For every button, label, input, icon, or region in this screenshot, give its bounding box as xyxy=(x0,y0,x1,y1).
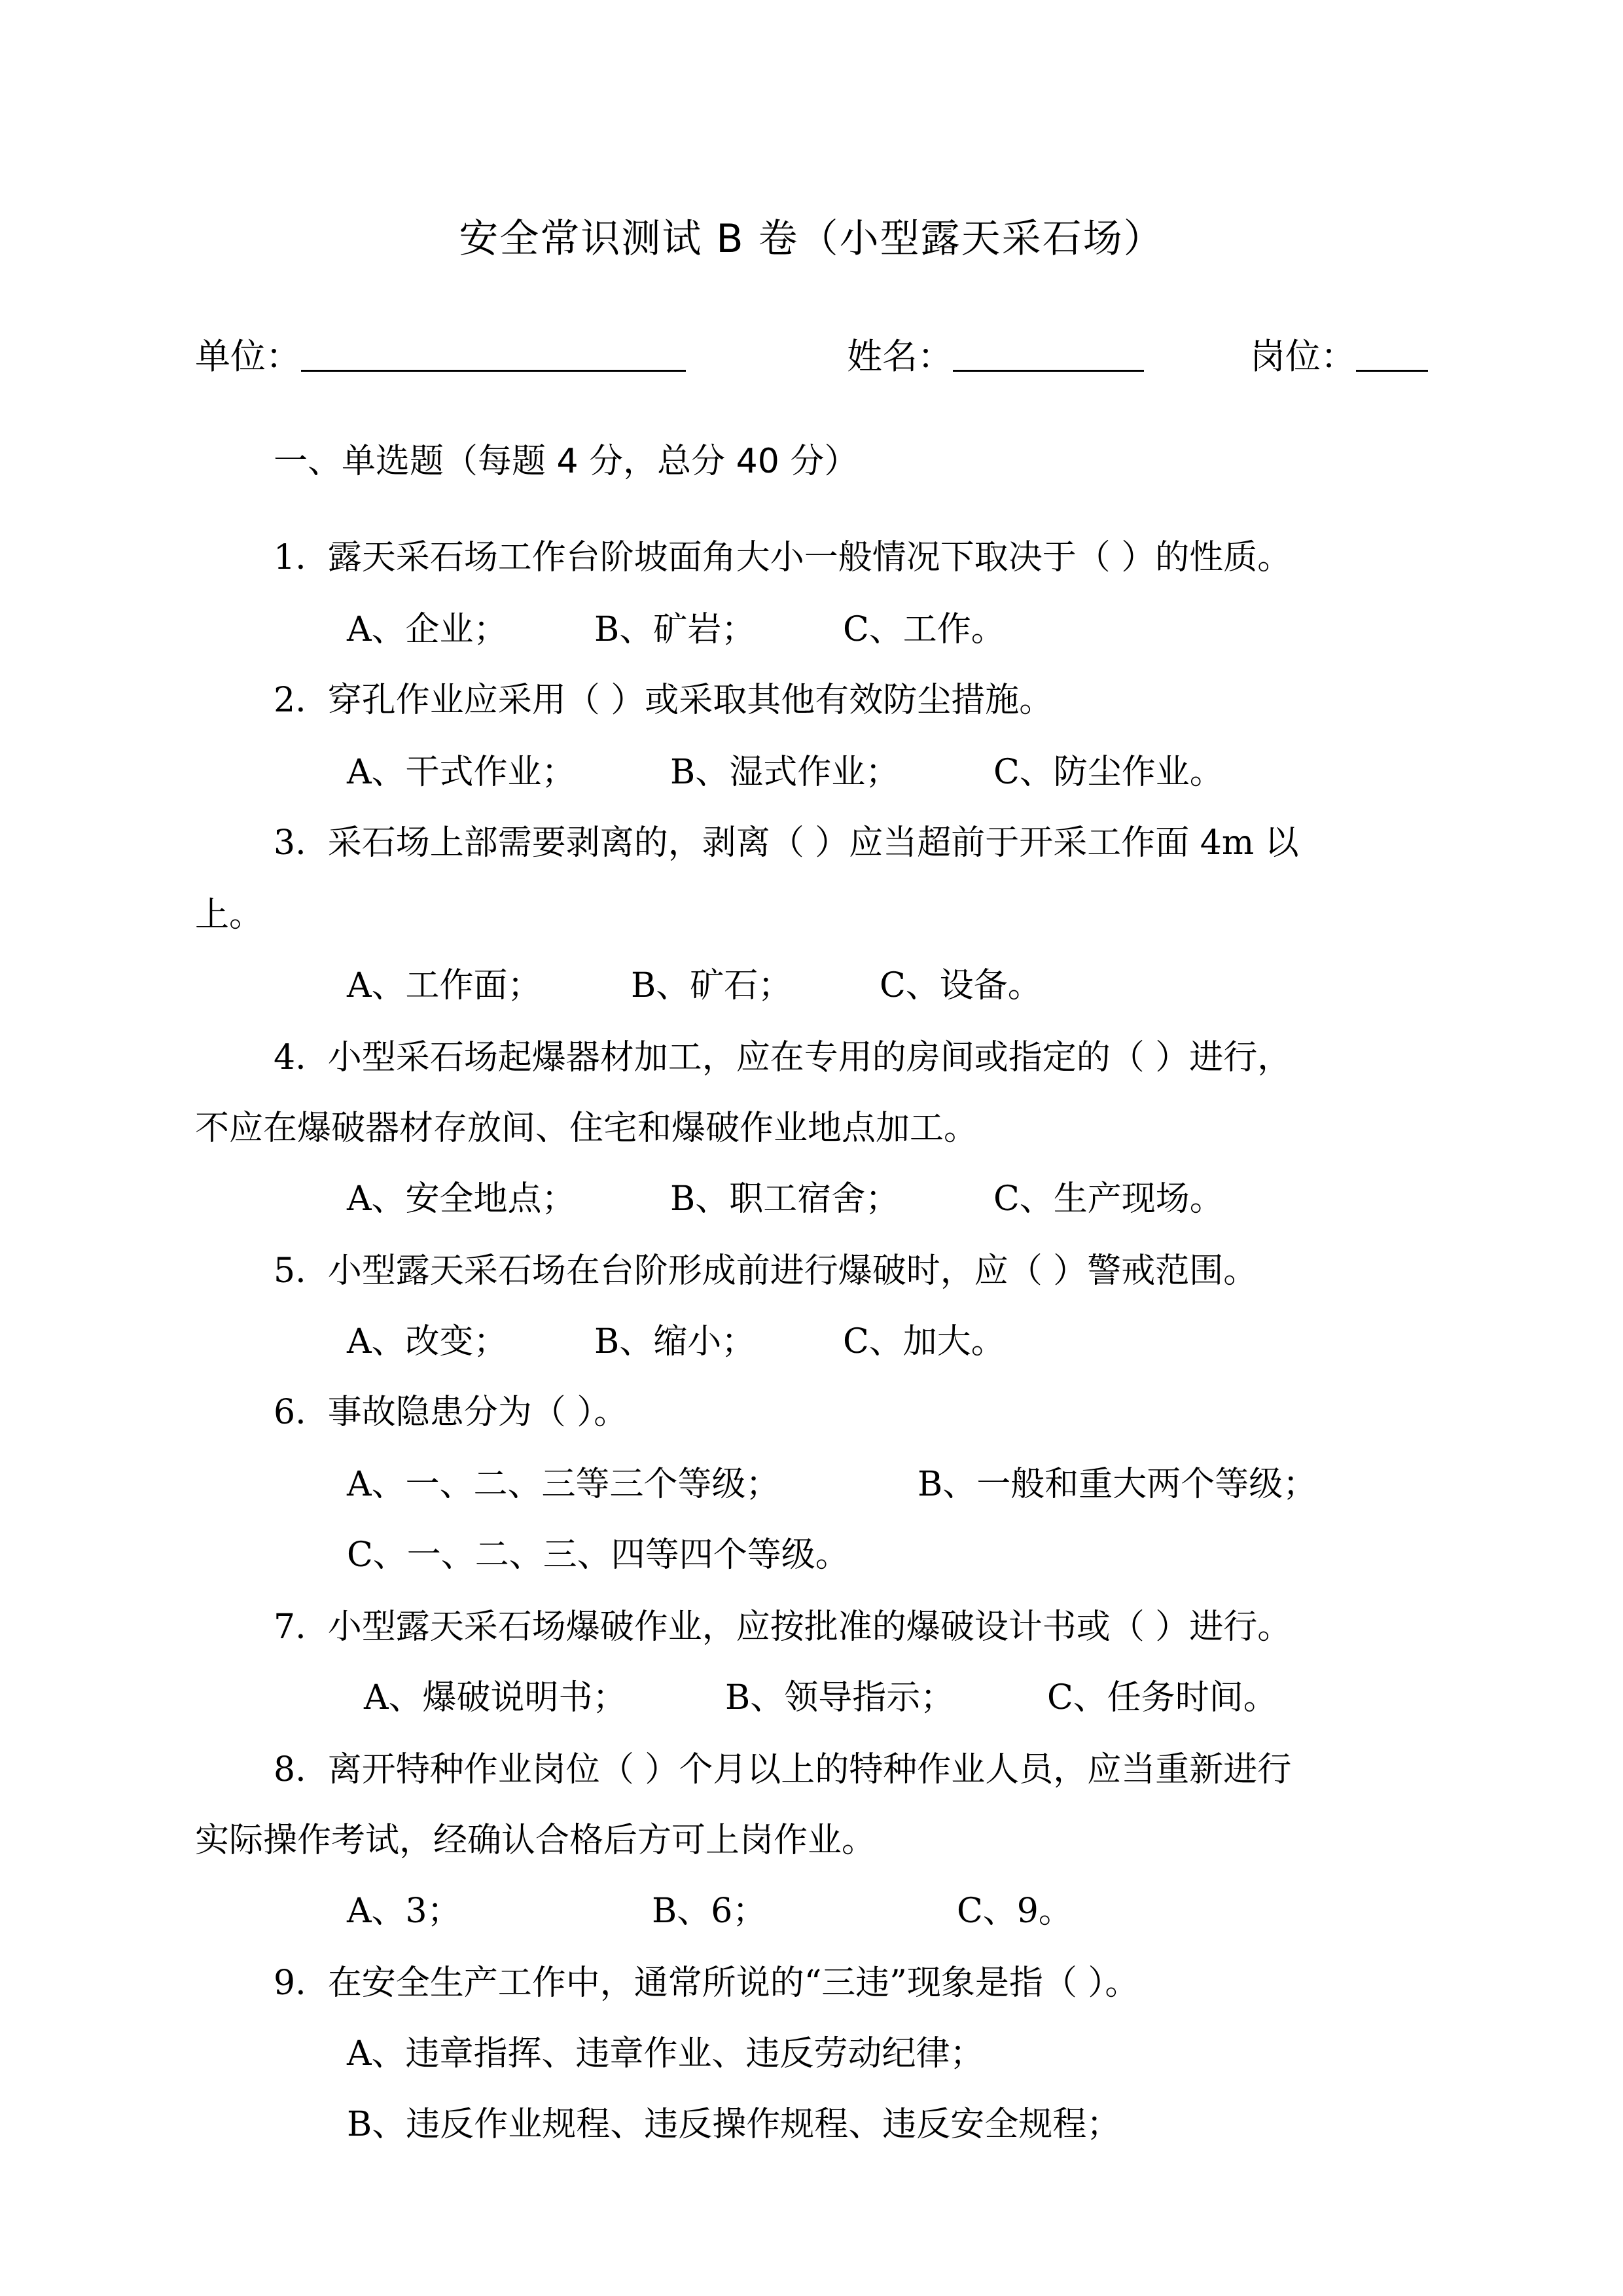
option-b[interactable]: B、6； xyxy=(652,1892,767,1931)
option-b[interactable]: B、违反作业规程、违反操作规程、违反安全规程； xyxy=(347,2105,1121,2144)
post-label: 岗位： xyxy=(1250,336,1356,377)
option-a[interactable]: A、干式作业； xyxy=(347,753,576,792)
option-c[interactable]: C、任务时间。 xyxy=(1047,1678,1277,1717)
question-text: 小型露天采石场在台阶形成前进行爆破时，应（ ）警戒范围。 xyxy=(327,1251,1258,1291)
examinee-info-row xyxy=(195,331,1438,383)
name-field xyxy=(847,331,1144,383)
question-text: 小型露天采石场爆破作业，应按批准的爆破设计书或（ ）进行。 xyxy=(327,1607,1292,1647)
question-7 xyxy=(274,1601,1291,1653)
section-heading: 一、单选题（每题 4 分，总分 40 分） xyxy=(274,442,859,481)
option-a[interactable]: A、违章指挥、违章作业、违反劳动纪律； xyxy=(347,2034,984,2073)
option-a[interactable]: A、改变； xyxy=(347,1322,508,1361)
question-2 xyxy=(274,674,1053,726)
question-3-continuation: 上。 xyxy=(195,895,264,935)
name-label: 姓名： xyxy=(847,336,953,377)
option-a[interactable]: A、3； xyxy=(347,1892,461,1931)
question-number: 9. xyxy=(274,1964,306,2003)
option-c[interactable]: C、设备。 xyxy=(880,966,1042,1005)
question-4-continuation: 不应在爆破器材存放间、住宅和爆破作业地点加工。 xyxy=(195,1109,978,1148)
unit-label: 单位： xyxy=(195,336,301,377)
option-b[interactable]: B、矿石； xyxy=(631,966,793,1005)
question-4 xyxy=(274,1031,1291,1084)
question-number: 7. xyxy=(274,1607,306,1647)
option-c[interactable]: C、一、二、三、四等四个等级。 xyxy=(347,1535,849,1575)
option-c[interactable]: C、加大。 xyxy=(843,1322,1005,1361)
question-text: 采石场上部需要剥离的，剥离（ ）应当超前于开采工作面 4m 以 xyxy=(327,823,1299,863)
option-c[interactable]: C、防尘作业。 xyxy=(993,753,1224,792)
question-text: 穿孔作业应采用（ ）或采取其他有效防尘措施。 xyxy=(327,681,1054,720)
option-a[interactable]: A、安全地点； xyxy=(347,1179,576,1219)
unit-field xyxy=(195,331,686,383)
question-number: 5. xyxy=(274,1251,306,1291)
name-blank[interactable] xyxy=(953,331,1144,372)
option-b[interactable]: B、领导指示； xyxy=(725,1678,955,1717)
question-1 xyxy=(274,531,1291,584)
question-9 xyxy=(274,1957,1139,2009)
question-text: 小型采石场起爆器材加工，应在专用的房间或指定的（ ）进行， xyxy=(327,1038,1292,1077)
page-title: 安全常识测试 B 卷（小型露天采石场） xyxy=(459,216,1164,262)
question-number: 3. xyxy=(274,823,306,863)
post-field xyxy=(1250,331,1428,383)
question-number: 4. xyxy=(274,1038,306,1077)
option-b[interactable]: B、缩小； xyxy=(594,1322,756,1361)
option-c[interactable]: C、生产现场。 xyxy=(993,1179,1224,1219)
question-number: 2. xyxy=(274,681,306,720)
question-3 xyxy=(274,817,1299,869)
option-a[interactable]: A、爆破说明书； xyxy=(364,1678,627,1717)
unit-blank[interactable] xyxy=(301,331,686,372)
post-blank[interactable] xyxy=(1356,331,1428,372)
question-number: 8. xyxy=(274,1750,306,1789)
question-8-continuation: 实际操作考试，经确认合格后方可上岗作业。 xyxy=(195,1821,876,1860)
question-text: 露天采石场工作台阶坡面角大小一般情况下取决于（ ）的性质。 xyxy=(327,538,1292,577)
question-6 xyxy=(274,1386,628,1439)
option-a[interactable]: A、企业； xyxy=(347,610,508,649)
option-c[interactable]: C、工作。 xyxy=(843,610,1005,649)
question-text: 事故隐患分为（ ）。 xyxy=(327,1393,628,1432)
question-text: 在安全生产工作中，通常所说的“三违”现象是指（ ）。 xyxy=(327,1964,1139,2003)
question-5 xyxy=(274,1245,1257,1297)
option-b[interactable]: B、湿式作业； xyxy=(670,753,900,792)
option-a[interactable]: A、工作面； xyxy=(347,966,542,1005)
question-number: 1. xyxy=(274,538,306,577)
question-number: 6. xyxy=(274,1393,306,1432)
question-text: 离开特种作业岗位（ ）个月以上的特种作业人员，应当重新进行 xyxy=(327,1750,1292,1789)
option-b[interactable]: B、一般和重大两个等级； xyxy=(918,1465,1317,1504)
option-b[interactable]: B、职工宿舍； xyxy=(670,1179,900,1219)
option-a[interactable]: A、一、二、三等三个等级； xyxy=(347,1465,780,1504)
question-8 xyxy=(274,1744,1291,1796)
option-c[interactable]: C、9。 xyxy=(957,1892,1073,1931)
option-b[interactable]: B、矿岩； xyxy=(594,610,756,649)
